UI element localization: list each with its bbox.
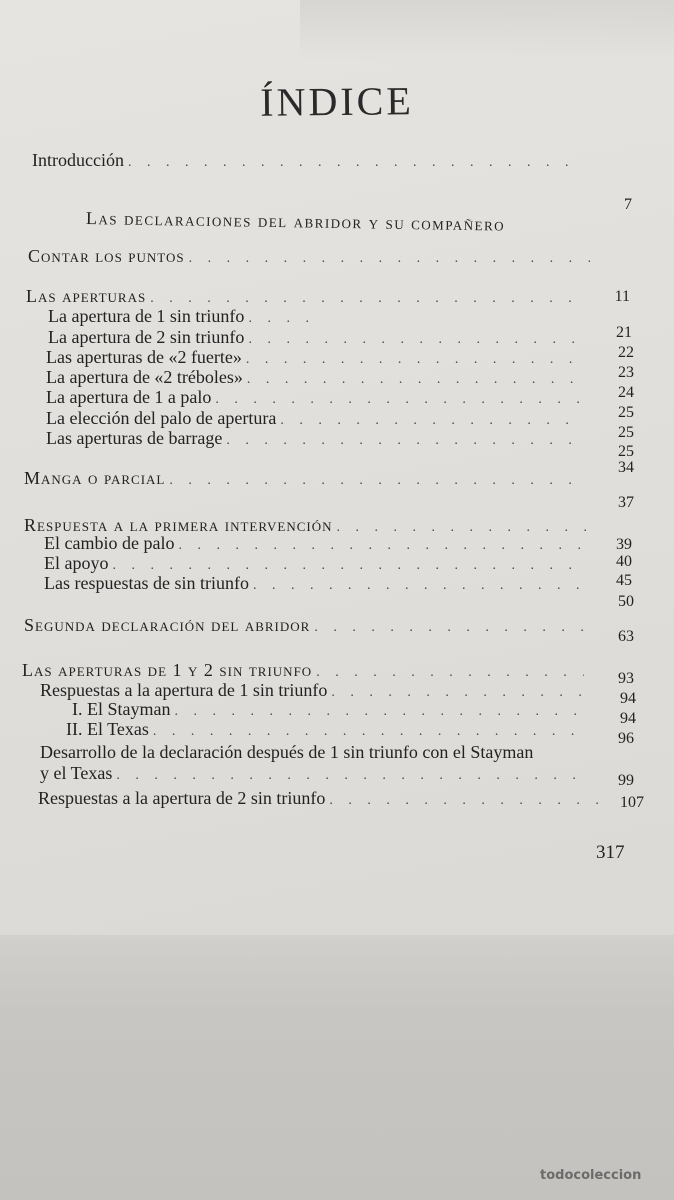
page-number: 40 [616,553,632,570]
page-number: 25 [618,404,634,421]
page-shadow [0,935,674,1200]
leader-dots [116,768,586,784]
page-number: 50 [618,593,634,610]
page-number: 11 [614,288,630,305]
toc-entry-label: Las aperturas [26,286,147,306]
toc-entry-label: Respuestas a la apertura de 2 sin triunfo [38,788,326,808]
toc-entry-chapter [28,246,594,267]
toc-entry [46,367,586,388]
toc-entry-label: Respuesta a la primera intervención [24,515,333,535]
leader-dots [178,538,586,554]
page-number: 23 [618,364,634,381]
toc-entry [48,306,318,327]
page-number: 21 [616,324,632,341]
leader-dots [280,413,582,429]
show-through-text [300,0,674,60]
leader-dots [215,392,582,408]
page-number: 94 [620,690,636,707]
leader-dots [314,620,586,636]
leader-dots [128,155,582,171]
toc-entry-label: La apertura de 2 sin triunfo [48,327,245,347]
toc-entry-introduccion [32,150,586,171]
toc-entry [72,699,590,720]
toc-entry-label: Desarrollo de la declaración después de 1 sin triunfo con el Stayman [40,742,534,762]
page-number: 93 [618,670,634,687]
page-number: 7 [624,196,632,213]
page-number: 22 [618,344,634,361]
toc-entry-label: I. El Stayman [72,699,171,719]
toc-entry-label: Manga o parcial [24,468,166,488]
toc-entry [40,680,588,701]
leader-dots [248,311,314,327]
leader-dots [316,665,584,681]
toc-entry-label: El cambio de palo [44,533,175,553]
toc-entry [46,347,586,368]
toc-entry-label: y el Texas [40,763,113,783]
toc-entry [38,788,604,809]
toc-entry [40,742,660,763]
toc-entry-label: Respuestas a la apertura de 1 sin triunfo [40,680,328,700]
toc-entry-chapter [24,468,592,489]
leader-dots [246,352,582,368]
leader-dots [248,332,582,348]
toc-entry-label: II. El Texas [66,719,149,739]
toc-entry [48,327,586,348]
leader-dots [153,724,586,740]
leader-dots [226,433,582,449]
watermark-logo: todocoleccion [540,1168,642,1183]
leader-dots [113,558,587,574]
toc-entry [44,553,590,574]
page-folio: 317 [596,842,625,863]
toc-entry-label: Introducción [32,150,124,170]
toc-entry-label: La apertura de 1 a palo [46,387,212,407]
toc-entry-label: Las aperturas de 1 y 2 sin triunfo [22,660,313,680]
page-number: 24 [618,384,634,401]
page-number: 25 [618,443,634,460]
toc-entry-label: Contar los puntos [28,246,185,266]
toc-entry [44,573,590,594]
toc-entry [40,763,590,784]
page-number: 99 [618,772,634,789]
leader-dots [189,251,590,267]
page-number: 34 [618,459,634,476]
page-number: 94 [620,710,636,727]
toc-entry-label: La elección del palo de apertura [46,408,277,428]
leader-dots [247,372,582,388]
leader-dots [169,473,588,489]
leader-dots [253,578,586,594]
page-number: 107 [620,794,644,811]
toc-entry-label: La apertura de «2 tréboles» [46,367,243,387]
page-title: ÍNDICE [260,78,414,125]
page-number: 39 [616,536,632,553]
toc-entry-label: Las aperturas de barrage [46,428,223,448]
leader-dots [174,704,586,720]
leader-dots [150,291,582,307]
toc-entry-label: Las aperturas de «2 fuerte» [46,347,242,367]
page-number: 96 [618,730,634,747]
page-number: 63 [618,628,634,645]
toc-entry-label: Segunda declaración del abridor [24,615,311,635]
toc-entry-chapter [24,615,590,636]
toc-entry [46,408,586,429]
toc-entry-label: El apoyo [44,553,109,573]
toc-entry [66,719,590,740]
toc-entry [46,428,586,449]
leader-dots [329,793,600,809]
page-number: 45 [616,572,632,589]
page-number: 37 [618,494,634,511]
toc-entry-chapter [26,286,586,307]
page-number: 25 [618,424,634,441]
toc-entry-label: La apertura de 1 sin triunfo [48,306,245,326]
part-title: Las declaraciones del abridor y su compañero [85,208,506,235]
toc-entry [44,533,590,554]
toc-entry-chapter [22,660,588,681]
toc-entry [46,387,586,408]
toc-entry-label: Las respuestas de sin triunfo [44,573,249,593]
